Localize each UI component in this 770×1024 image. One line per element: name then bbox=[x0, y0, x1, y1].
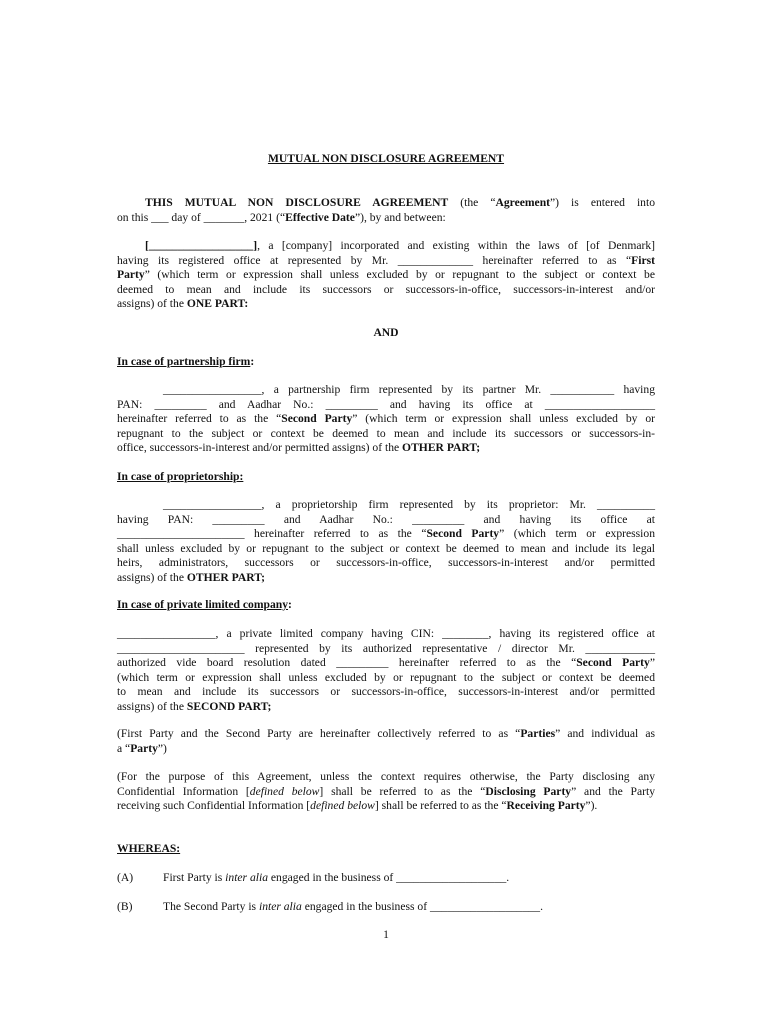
recital-label: (A) bbox=[117, 871, 134, 884]
first-party-paragraph: [__________________], a [company] incorporated and existing within the laws of [of Denmark] having its registered office at represented by Mr. _____________ hereinafter referred to as “First Party” (which term or expression shall unless excluded by or repugnant to the subject or context be deemed to mean and include its successors or successors-in-office, successors-in-interest and/or assigns) of the ONE PART: bbox=[117, 239, 655, 311]
intro-line-1: THIS MUTUAL NON DISCLOSURE AGREEMENT (the “Agreement”) is entered into bbox=[145, 196, 656, 209]
recital-label: (B) bbox=[117, 900, 133, 913]
private-company-paragraph: _________________, a private limited company having CIN: ________, having its registered office at ______________________ represented by its authorized representative / director Mr. ____________ authorized vide board resolution dated _________ hereinafter referred to as the “Second Party” (which term or expression shall unless excluded by or repugnant to the subject or context be deemed to mean and include its successors or successors-in-office, successors-in-interest and/or permitted assigns) of the SECOND PART; bbox=[117, 627, 655, 713]
whereas-heading: WHEREAS: bbox=[117, 842, 181, 855]
document-title: MUTUAL NON DISCLOSURE AGREEMENT bbox=[267, 152, 505, 165]
intro-line-2: on this ___ day of _______, 2021 (“Effective Date”), by and between: bbox=[117, 210, 446, 224]
page-number: 1 bbox=[383, 928, 389, 941]
proprietorship-heading: In case of proprietorship: bbox=[117, 470, 244, 483]
recital-text: The Second Party is inter alia engaged in the business of ___________________. bbox=[163, 900, 543, 913]
partnership-paragraph: _________________, a partnership firm represented by its partner Mr. ___________ having PAN: _________ and Aadhar No.: _________ and having its office at ___________________ hereinafter referred to as the “Second Party” (which term or expression shall unless excluded by or repugnant to the subject or context be deemed to mean and include its successors or successors-in- office, successors-in-interest and/or permitted assigns) of the OTHER PART; bbox=[117, 383, 655, 455]
proprietorship-paragraph: _________________, a proprietorship firm represented by its proprietor: Mr. __________ having PAN: _________ and Aadhar No.: _________ and having its office at ______________________ hereinafter referred to as the “Second Party” (which term or expression shall unless excluded by or repugnant to the subject or context be deemed to mean and include its legal heirs, administrators, successors or successors-in-office, successors-in-interest and/or permitted assigns) of the OTHER PART; bbox=[117, 498, 655, 584]
parties-note: (First Party and the Second Party are hereinafter collectively referred to as “Parties” and individual as a “Party”) bbox=[117, 727, 655, 755]
and-separator: AND bbox=[373, 326, 399, 339]
partnership-heading: In case of partnership firm: bbox=[117, 355, 255, 368]
private-company-heading: In case of private limited company: bbox=[117, 598, 292, 611]
intro-paragraph bbox=[117, 196, 655, 225]
recital-text: First Party is inter alia engaged in the business of ___________________. bbox=[163, 871, 510, 884]
purpose-note: (For the purpose of this Agreement, unless the context requires otherwise, the Party disclosing any Confidential Information [defined below] shall be referred to as the “Disclosing Party” and the Party receiving such Confidential Information [defined below] shall be referred to as the “Receiving Party”). bbox=[117, 770, 656, 813]
